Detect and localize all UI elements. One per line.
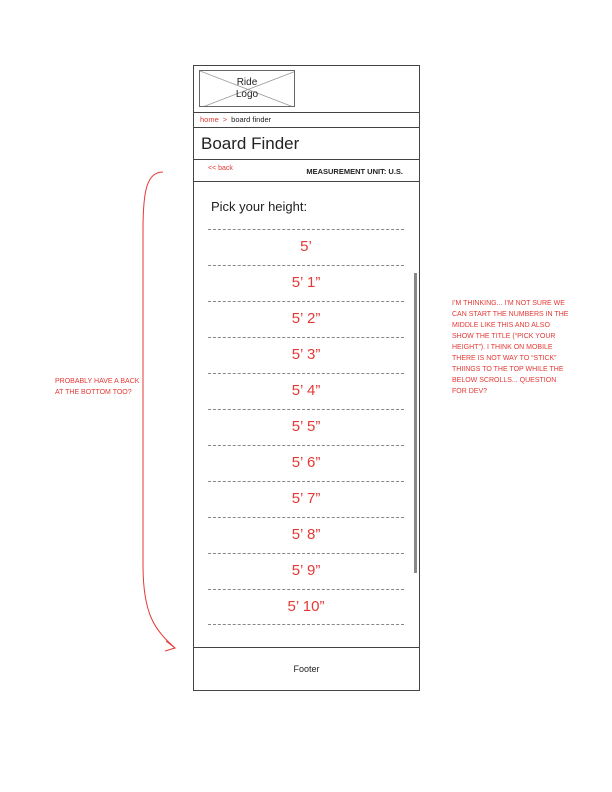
footer: Footer (194, 647, 419, 691)
pick-height-heading: Pick your height: (211, 199, 308, 214)
height-option[interactable]: 5’ 6” (208, 445, 404, 481)
annotation-left: PROBABLY HAVE A BACK AT THE BOTTOM TOO? (55, 378, 140, 396)
height-option[interactable]: 5’ (208, 229, 404, 265)
logo-placeholder[interactable] (199, 70, 295, 107)
sub-bar (194, 159, 419, 182)
height-option[interactable]: 5’ 9” (208, 553, 404, 589)
breadcrumb (194, 112, 419, 128)
height-option[interactable]: 5’ 10” (208, 589, 404, 625)
header (194, 66, 419, 113)
height-option[interactable]: 5’ 1” (208, 265, 404, 301)
mobile-frame (193, 65, 420, 691)
height-option[interactable]: 5’ 2” (208, 301, 404, 337)
breadcrumb-home-link[interactable]: home (200, 115, 219, 124)
height-list (208, 229, 404, 625)
breadcrumb-current: board finder (231, 115, 272, 124)
scrollbar[interactable] (414, 273, 417, 573)
height-option[interactable]: 5’ 7” (208, 481, 404, 517)
height-option[interactable]: 5’ 4” (208, 373, 404, 409)
height-option[interactable]: 5’ 8” (208, 517, 404, 553)
page-title: Board Finder (201, 134, 300, 153)
height-option[interactable]: 5’ 5” (208, 409, 404, 445)
annotation-right: I’M THINKING... I’M NOT SURE WE CAN START THE NUMBERS IN THE MIDDLE LIKE THIS AND ALSO SHOW THE TITLE (“PICK YOUR HEIGHT”). I THINK ON MOBILE THERE IS NOT WAY TO “STICK” THIINGS TO THE TOP WHILE THE BELOW SCROLLS... QUESTION FOR DEV? (452, 300, 569, 395)
title-bar (194, 128, 419, 160)
logo-text: Ride Logo (235, 77, 259, 100)
breadcrumb-separator: > (222, 115, 228, 124)
back-link[interactable]: << back (208, 165, 233, 172)
bracket-annotation (135, 160, 185, 660)
height-option[interactable]: 5’ 3” (208, 337, 404, 373)
measurement-unit-toggle[interactable]: MEASUREMENT UNIT: U.S. (306, 167, 403, 176)
